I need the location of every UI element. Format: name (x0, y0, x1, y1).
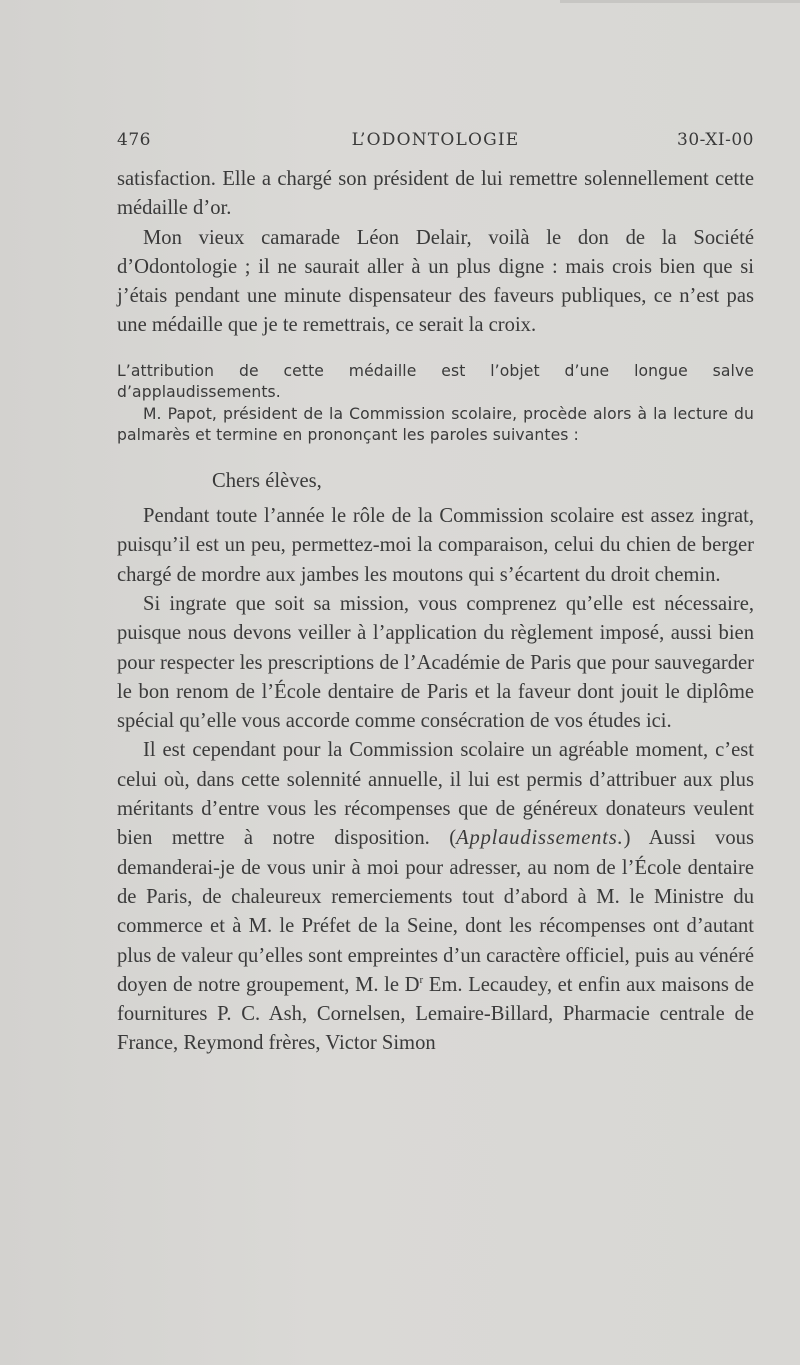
italic-applause: Applaudissements. (456, 827, 624, 850)
text-column (117, 165, 754, 1059)
narration-papot: M. Papot, président de la Commission scolaire, procède alors à la lecture du palmarès et termine en prononçant les paroles suivantes : (117, 404, 754, 445)
issue-date: 30-XI-00 (677, 130, 754, 150)
paragraph-mission: Si ingrate que soit sa mission, vous comprenez qu’elle est nécessaire, puisque nous devons veiller à l’application du règlement imposé, aussi bien pour respecter les prescriptions de l’Académie de Paris que pour sauvegarder le bon renom de l’École dentaire de Paris et la faveur dont jouit le diplôme spécial qu’elle vous accorde comme consécration de vos études ici. (117, 592, 754, 733)
paragraph-commission: Pendant toute l’année le rôle de la Commission scolaire est assez ingrat, puisqu’il est un peu, permettez-moi la comparaison, celui du chien de berger chargé de mordre aux jambes les moutons qui s’écartent du droit chemin. (117, 505, 754, 586)
superscript: r (419, 973, 424, 986)
text-segment: Em. Lecaudey, et enfin aux maisons de fournitures P. C. Ash, Cornelsen, Lemaire-Billard, Pharmacie centrale de France, Reymond frères, Victor Simon (117, 973, 754, 1055)
running-header (117, 130, 754, 160)
text-segment: ) Aussi vous demanderai-je de vous unir à moi pour adresser, au nom de l’École dentaire de Paris, de chaleureux remerciements tout d’abord à M. le Ministre du commerce et à M. le Préfet de la Seine, dont les récompenses ont d’autant plus de valeur qu’elles sont empreintes d’un caractère officiel, puis au vénéré doyen de notre groupement, M. le D (117, 827, 754, 996)
text-segment: Il est cependant pour la Commission scolaire un agréable moment, c’est celui où, dans cette solennité annuelle, il lui est permis d’attribuer aux plus méritants d’entre vous les récompenses que de généreux donateurs veulent bien mettre à notre disposition. ( (117, 739, 754, 850)
narration-applause: L’attribution de cette médaille est l’objet d’une longue salve d’applaudissements. (117, 361, 754, 402)
journal-title: L’ODONTOLOGIE (351, 130, 520, 150)
paragraph-remerciements (117, 736, 754, 1058)
scan-edge (560, 0, 800, 3)
paragraph-delair: Mon vieux camarade Léon Delair, voilà le don de la Société d’Odontologie ; il ne saurait aller à un plus digne : mais crois bien que si j’étais pendant une minute dispensateur des faveurs publiques, ce n’est pas une médaille que je te remettrais, ce serait la croix. (117, 226, 754, 337)
page-number: 476 (117, 130, 151, 150)
paragraph-continuation: satisfaction. Elle a chargé son président de lui remettre solennellement cette médaille d’or. (117, 168, 754, 220)
salutation: Chers élèves, (212, 469, 322, 492)
